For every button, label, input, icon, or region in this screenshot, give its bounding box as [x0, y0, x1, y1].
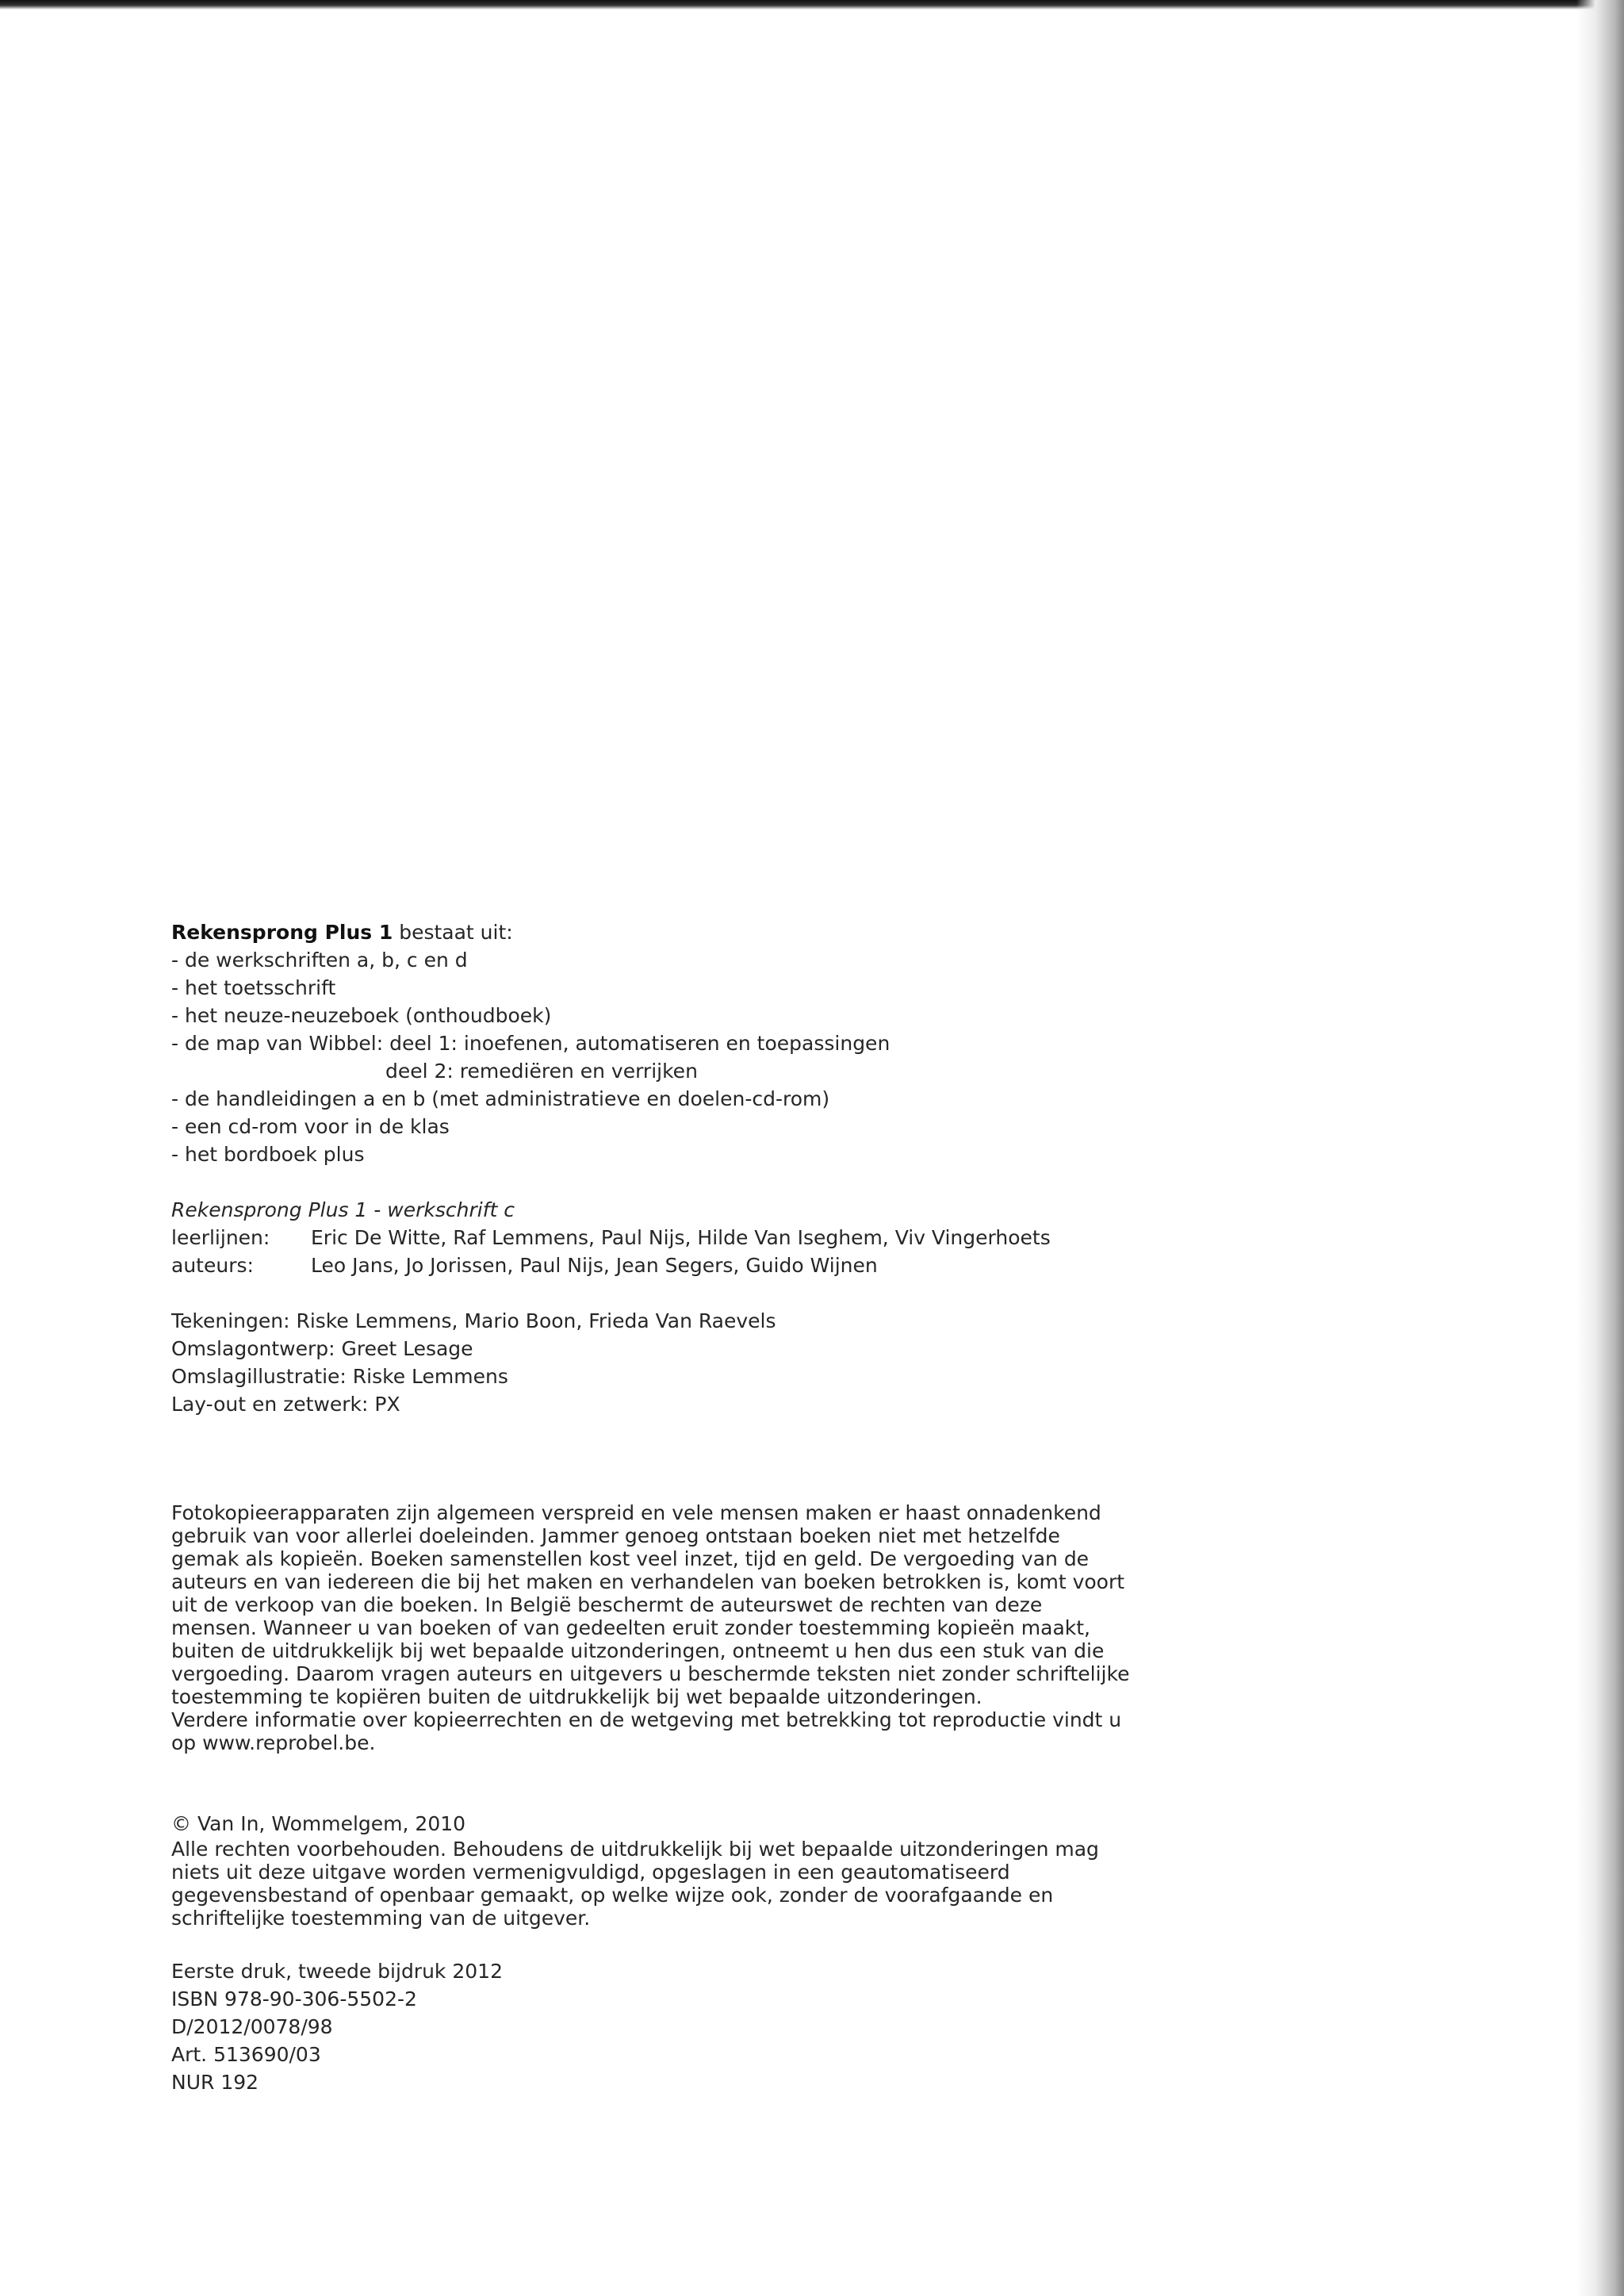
nur-code: NUR 192 — [171, 2071, 259, 2094]
edition-line: Eerste druk, tweede bijdruk 2012 — [171, 1960, 503, 1983]
auteurs-row — [171, 1251, 1162, 1279]
credit-drawings: Tekeningen: Riske Lemmens, Mario Boon, Frieda Van Raevels — [171, 1309, 776, 1332]
copy-notice: Fotokopieerapparaten zijn algemeen verspreid en vele mensen maken er haast onnadenkend gebruik van voor allerlei doeleinden. Jammer genoeg ontstaan boeken niet met hetzelfde gemak als kopieën. Boeken samenstellen kost veel inzet, tijd en geld. De vergoeding van de auteurs en van iedereen die bij het maken en verhandelen van boeken betrokken is, komt voort uit de verkoop van die boeken. In België beschermt de auteurswet de rechten van deze mensen. Wanneer u van boeken of van gedeelten eruit zonder toestemming kopieën maakt, buiten de uitdrukkelijk bij wet bepaalde uitzonderingen, ontneemt u hen dus een stuk van die vergoeding. Daarom vragen auteurs en uitgevers u beschermde teksten niet zonder schriftelijke toestemming te kopiëren buiten de uitdrukkelijk bij wet bepaalde uitzonderingen. — [171, 1501, 1130, 1708]
auteurs-label: auteurs: — [171, 1254, 254, 1277]
list-item: - het neuze-neuzeboek (onthoudboek) — [171, 1004, 552, 1027]
credit-cover-illustration: Omslagillustratie: Riske Lemmens — [171, 1365, 508, 1388]
series-title: Rekensprong Plus 1 — [171, 921, 393, 944]
list-item: - de handleidingen a en b (met administratieve en doelen-cd-rom) — [171, 1087, 830, 1110]
isbn: ISBN 978-90-306-5502-2 — [171, 1987, 417, 2010]
rights-notice: Alle rechten voorbehouden. Behoudens de uitdrukkelijk bij wet bepaalde uitzonderingen mag niets uit deze uitgave worden vermenigvuldigd, opgeslagen in een geautomatiseerd gegevensbestand of openbaar gemaakt, op welke wijze ook, zonder de voorafgaande en schriftelijke toestemming van de uitgever. — [171, 1838, 1099, 1930]
colophon-page — [171, 918, 1162, 2096]
list-item: - het toetsschrift — [171, 976, 336, 999]
reprobel-notice: Verdere informatie over kopieerrechten en de wetgeving met betrekking tot reproductie vindt u op www.reprobel.be. — [171, 1708, 1122, 1754]
book-title: Rekensprong Plus 1 - werkschrift c — [171, 1198, 515, 1221]
list-item: - het bordboek plus — [171, 1143, 365, 1166]
leerlijnen-row — [171, 1224, 1162, 1251]
scan-binding-shadow — [1576, 0, 1624, 2296]
composition-heading — [171, 918, 1162, 946]
scan-top-edge — [0, 0, 1624, 10]
auteurs-value: Leo Jans, Jo Jorissen, Paul Nijs, Jean Segers, Guido Wijnen — [311, 1254, 878, 1277]
legal-deposit: D/2012/0078/98 — [171, 2015, 333, 2038]
credit-layout: Lay-out en zetwerk: PX — [171, 1393, 400, 1416]
list-item-continuation: deel 2: remediëren en verrijken — [385, 1060, 698, 1083]
composition-heading-rest: bestaat uit: — [393, 921, 513, 944]
list-item: - de werkschriften a, b, c en d — [171, 949, 468, 972]
list-item: - een cd-rom voor in de klas — [171, 1115, 450, 1138]
leerlijnen-label: leerlijnen: — [171, 1226, 270, 1249]
article-number: Art. 513690/03 — [171, 2043, 321, 2066]
leerlijnen-value: Eric De Witte, Raf Lemmens, Paul Nijs, Hilde Van Iseghem, Viv Vingerhoets — [311, 1226, 1051, 1249]
credit-cover-design: Omslagontwerp: Greet Lesage — [171, 1337, 473, 1360]
copyright-line: © Van In, Wommelgem, 2010 — [171, 1812, 466, 1835]
list-item: - de map van Wibbel: deel 1: inoefenen, automatiseren en toepassingen — [171, 1032, 891, 1055]
